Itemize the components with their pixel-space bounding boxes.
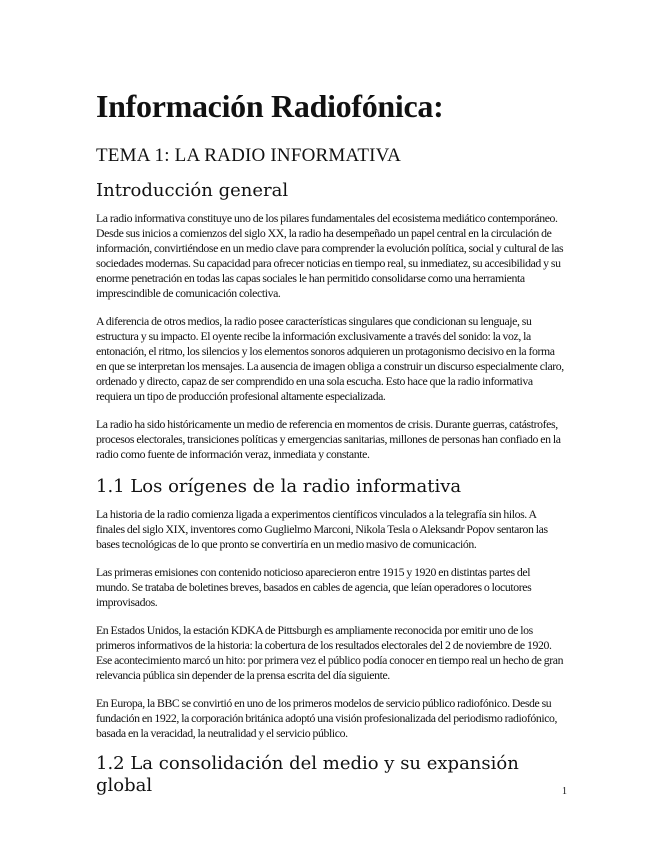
section-heading-origenes: 1.1 Los orígenes de la radio informativa [96,476,462,497]
body-paragraph: La radio informativa constituye uno de los pilares fundamentales del ecosistema mediático contemporáneo. Desde sus inicios a comienzos del siglo XX, la radio ha desempeñado un papel central en la circulación de información, convirtiéndose en un medio clave para comprender la evolución política, social y cultural de las sociedades modernas. Su capacidad para ofrecer noticias en tiempo real, su inmediatez, su accesibilidad y su enorme penetración en todas las capas sociales le han permitido consolidarse como una herramienta imprescindible de comunicación colectiva. [96,211,564,300]
body-paragraph: La radio ha sido históricamente un medio de referencia en momentos de crisis. Durante guerras, catástrofes, procesos electorales, transiciones políticas y emergencias sanitarias, millones de personas han confiado en la radio como fuente de información veraz, inmediata y constante. [96,417,561,461]
topic-heading: TEMA 1: LA RADIO INFORMATIVA [96,145,402,166]
section-heading-introduccion: Introducción general [96,180,289,201]
body-paragraph: En Estados Unidos, la estación KDKA de Pittsburgh es ampliamente reconocida por emitir uno de los primeros informativos de la historia: la cobertura de los resultados electorales del 2 de noviembre de 1920. Ese acontecimiento marcó un hito: por primera vez el público podía conocer en tiempo real un hecho de gran relevancia pública sin depender de la prensa escrita del día siguiente. [96,623,564,682]
body-paragraph: Las primeras emisiones con contenido noticioso aparecieron entre 1915 y 1920 en distintas partes del mundo. Se trataba de boletines breves, basados en cables de agencia, que leían operadores o locutores improvisados. [96,565,532,609]
body-paragraph: En Europa, la BBC se convirtió en uno de los primeros modelos de servicio público radiofónico. Desde su fundación en 1922, la corporación británica adoptó una visión profesionalizada del periodismo radiofónico, basada en la veracidad, la neutralidad y el servicio público. [96,696,558,740]
section-heading-consolidacion: 1.2 La consolidación del medio y su expansión global [96,753,519,796]
page-content [96,88,564,797]
document-title: Información Radiofónica: [96,88,444,124]
body-paragraph: A diferencia de otros medios, la radio posee características singulares que condicionan su lenguaje, su estructura y su impacto. El oyente recibe la información exclusivamente a través del sonido: la voz, la entonación, el ritmo, los silencios y los elementos sonoros adquieren un protagonismo decisivo en la forma en que se interpretan los mensajes. La ausencia de imagen obliga a construir un discurso especialmente claro, ordenado y directo, capaz de ser comprendido en una sola escucha. Esto hace que la radio informativa requiera un tipo de producción profesional altamente especializada. [96,314,564,403]
page-number: 1 [562,786,567,797]
body-paragraph: La historia de la radio comienza ligada a experimentos científicos vinculados a la telegrafía sin hilos. A finales del siglo XIX, inventores como Guglielmo Marconi, Nikola Tesla o Aleksandr Popov sentaron las bases tecnológicas de lo que pronto se convertiría en un medio masivo de comunicación. [96,507,548,551]
